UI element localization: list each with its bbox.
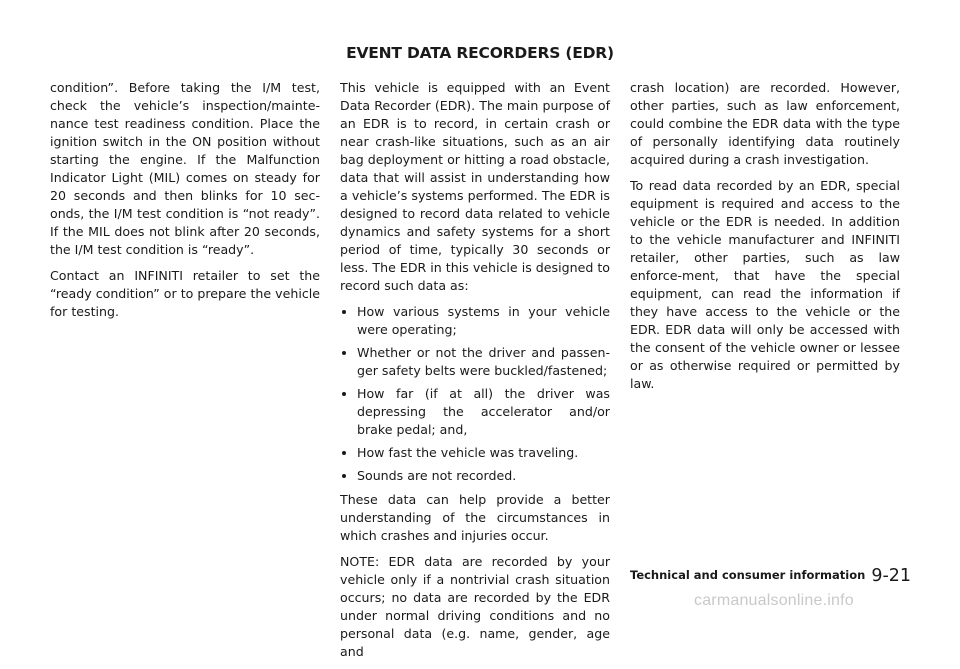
note-paragraph: NOTE: EDR data are recorded by your vehicle only if a nontrivial crash situation occurs; no data are recorded by the EDR under normal driving conditions and no personal data (e.g. name, gender, age and [340,554,610,659]
bullet-icon [342,310,346,314]
column-2 [340,79,610,669]
footer-section-title: Technical and consumer information [630,568,866,582]
paragraph: condition”. Before taking the I/M test, check the vehicle’s inspection/mainte-nance test readiness condition. Place the ignition switch in the ON position without starting the engine. If the Malfunction Indicator Light (MIL) comes on steady for 20 seconds and then blinks for 10 sec-onds, the I/M test condition is “not ready”. If the MIL does not blink after 20 seconds, the I/M test condition is “ready”. [50,80,320,257]
edr-data-list [340,303,610,485]
paragraph: Contact an INFINITI retailer to set the “ready condition” or to prepare the vehicle for testing. [50,268,320,319]
bullet-icon [342,474,346,478]
watermark: carmanualsonline.info [694,592,854,609]
paragraph: These data can help provide a better understanding of the circumstances in which crashes and injuries occur. [340,492,610,543]
paragraph: crash location) are recorded. However, other parties, such as law enforcement, could combine the EDR data with the type of personally identifying data routinely acquired during a crash investigation. [630,80,900,167]
edr-intro-paragraph: This vehicle is equipped with an Event Data Recorder (EDR). The main purpose of an EDR is to record, in certain crash or near crash-like situations, such as an air bag deployment or hitting a road obstacle, data that will assist in understanding how a vehicle’s systems performed. The EDR is designed to record data related to vehicle dynamics and safety systems for a short period of time, typically 30 seconds or less. The EDR in this vehicle is designed to record such data as: [340,80,610,293]
column-3 [630,79,900,401]
bullet-icon [342,392,346,396]
list-item: Whether or not the driver and passen-ger safety belts were buckled/fastened; [340,344,610,380]
column-1 [50,79,320,329]
page-footer [630,566,912,586]
section-heading: EVENT DATA RECORDERS (EDR) [346,44,614,62]
page-number: 9-21 [871,566,912,586]
list-item: How fast the vehicle was traveling. [340,444,610,462]
bullet-icon [342,451,346,455]
list-item: How far (if at all) the driver was depressing the accelerator and/or brake pedal; and, [340,385,610,439]
paragraph: To read data recorded by an EDR, special equipment is required and access to the vehicle or the EDR is needed. In addition to the vehicle manufacturer and INFINITI retailer, other parties, such as law enforce-ment, that have the special equipment, can read the information if they have access to the vehicle or the EDR. EDR data will only be accessed with the consent of the vehicle owner or lessee or as otherwise required or permitted by law. [630,178,900,391]
list-item: Sounds are not recorded. [340,467,610,485]
list-item: How various systems in your vehicle were operating; [340,303,610,339]
bullet-icon [342,351,346,355]
